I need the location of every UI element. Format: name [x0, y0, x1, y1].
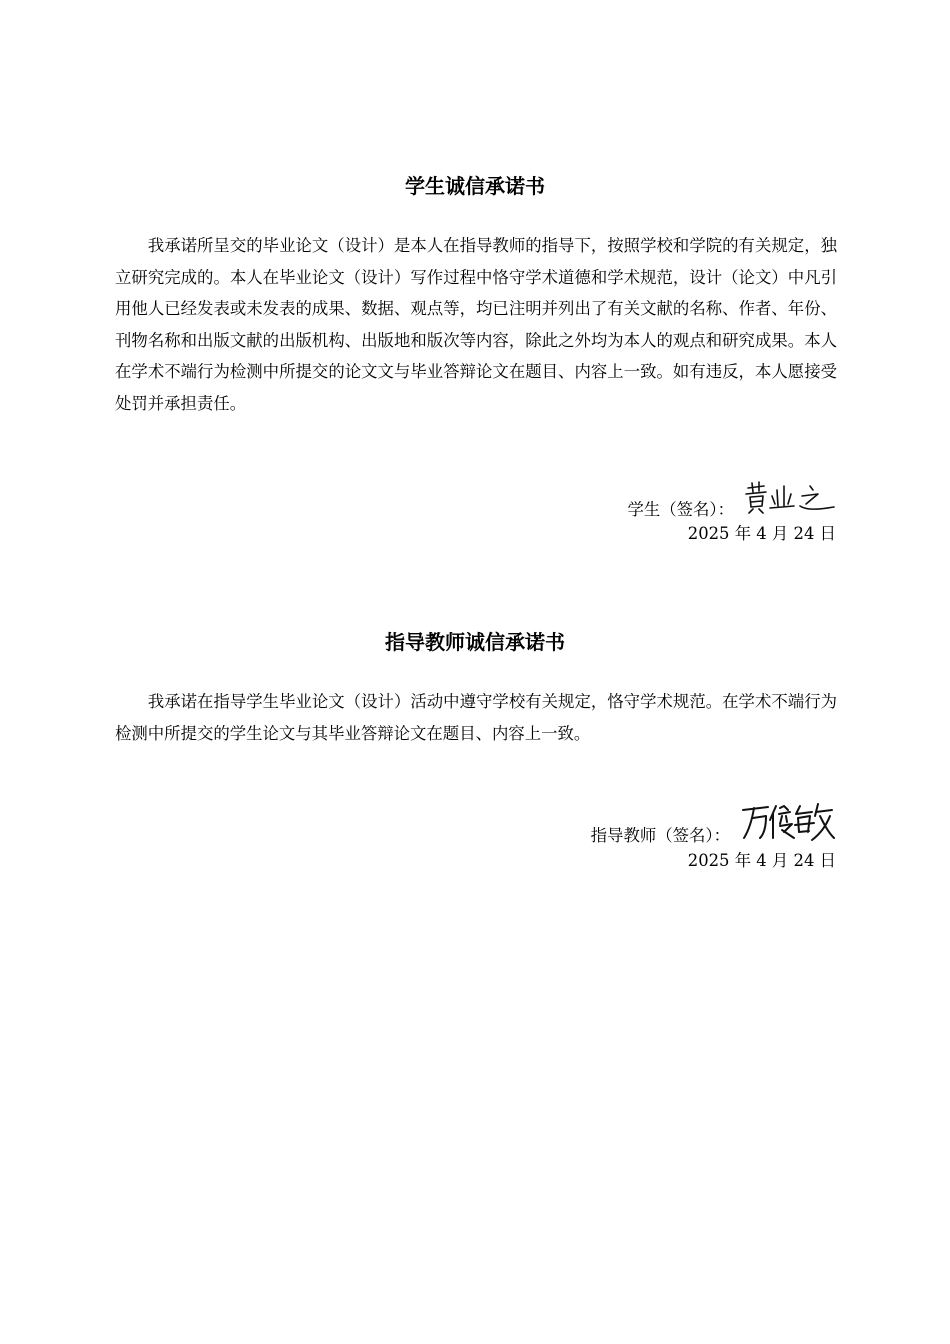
advisor-pledge-title: 指导教师诚信承诺书: [385, 630, 565, 654]
student-pledge-body: 我承诺所呈交的毕业论文（设计）是本人在指导教师的指导下，按照学校和学院的有关规定，独立研究完成的。本人在毕业论文（设计）写作过程中恪守学术道德和学术规范，设计（论文）中凡引用他人已经发表或未发表的成果、数据、观点等，均已注明并列出了有关文献的名称、作者、年份、刊物名称和出版文献的出版机构、出版地和版次等内容，除此之外均为本人的观点和研究成果。本人在学术不端行为检测中所提交的论文文与毕业答辩论文在题目、内容上一致。如有违反，本人愿接受处罚并承担责任。: [115, 236, 837, 413]
student-signature-line: [627, 480, 836, 522]
student-signature-date: 2025 年 4 月 24 日: [687, 524, 836, 543]
advisor-signature-line: [591, 800, 836, 848]
student-pledge-title: 学生诚信承诺书: [405, 174, 545, 198]
advisor-signature-label: 指导教师（签名）：: [590, 826, 730, 845]
advisor-handwritten-signature: [740, 800, 836, 848]
advisor-pledge-body: 我承诺在指导学生毕业论文（设计）活动中遵守学校有关规定，恪守学术规范。在学术不端行为检测中所提交的学生论文与其毕业答辩论文在题目、内容上一致。: [115, 692, 837, 743]
student-signature-label: 学生（签名）：: [627, 500, 734, 519]
advisor-signature-date: 2025 年 4 月 24 日: [687, 851, 836, 870]
student-handwritten-signature: [744, 480, 836, 522]
